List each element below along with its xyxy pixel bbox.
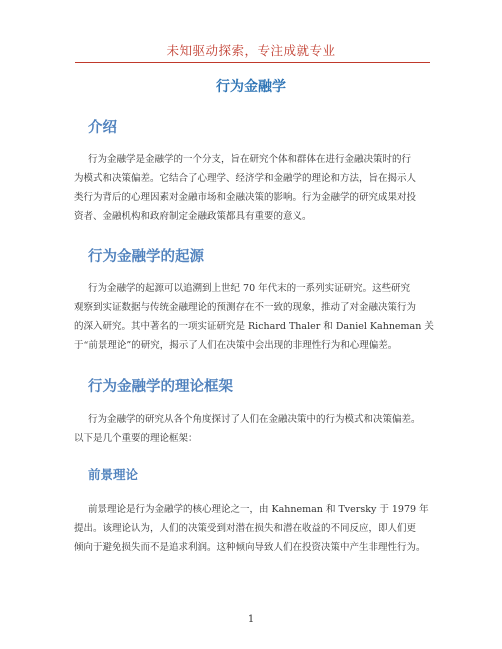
- paragraph-line: 以下是几个重要的理论框架：: [74, 433, 198, 444]
- section-heading-framework: 行为金融学的理论框架: [88, 378, 233, 395]
- paragraph-line: 提出。该理论认为，人们的决策受到对潜在损失和潜在收益的不同反应，即人们更: [74, 523, 417, 534]
- paragraph-line: 于“前景理论”的研究，揭示了人们在决策中会出现的非理性行为和心理偏差。: [74, 340, 398, 351]
- document-title: 行为金融学: [216, 79, 286, 95]
- page-number: 1: [247, 614, 255, 625]
- paragraph-line: 倾向于避免损失而不是追求利润。这种倾向导致人们在投资决策中产生非理性行为。: [74, 542, 426, 553]
- paragraph-line: 行为金融学的研究从各个角度探讨了人们在金融决策中的行为模式和决策偏差。: [88, 414, 421, 425]
- header-tagline: 未知驱动探索，专注成就专业: [166, 43, 336, 58]
- section-paragraph-intro: [74, 150, 434, 226]
- paragraph-line: 的深入研究。其中著名的一项实证研究是 Richard Thaler 和 Daniel Kahneman 关: [74, 321, 434, 332]
- paragraph-line: 行为金融学是金融学的一个分支，旨在研究个体和群体在进行金融决策时的行: [88, 154, 412, 165]
- paragraph-line: 类行为背后的心理因素对金融市场和金融决策的影响。行为金融学的研究成果对投: [74, 192, 417, 203]
- paragraph-line: 资者、金融机构和政府制定金融政策都具有重要的意义。: [74, 211, 312, 222]
- subsection-heading-prospect-theory: 前景理论: [88, 467, 139, 482]
- header-divider: [75, 62, 430, 63]
- paragraph-line: 前景理论是行为金融学的核心理论之一，由 Kahneman 和 Tversky 于 1979 年: [88, 504, 429, 515]
- paragraph-line: 行为金融学的起源可以追溯到上世纪 70 年代末的一系列实证研究。这些研究: [88, 283, 411, 294]
- paragraph-line: 观察到实证数据与传统金融理论的预测存在不一致的现象，推动了对金融决策行为: [74, 302, 417, 313]
- section-paragraph-prospect-theory: [74, 500, 434, 557]
- section-heading-intro: 介绍: [88, 119, 117, 136]
- section-paragraph-origin: [74, 279, 434, 355]
- section-paragraph-framework: [74, 410, 434, 448]
- paragraph-line: 为模式和决策偏差。它结合了心理学、经济学和金融学的理论和方法，旨在揭示人: [74, 173, 417, 184]
- section-heading-origin: 行为金融学的起源: [88, 248, 204, 265]
